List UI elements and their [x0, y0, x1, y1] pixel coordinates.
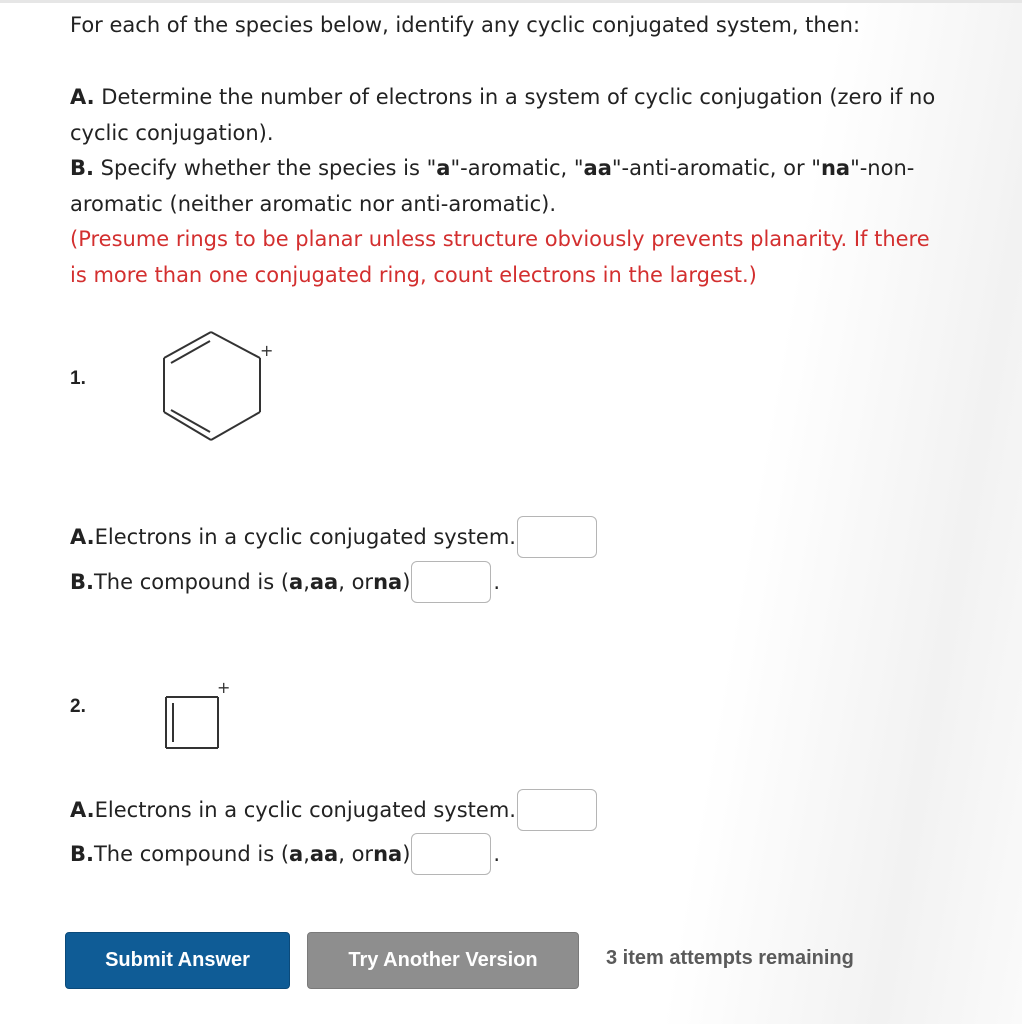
question-1-part-a — [70, 516, 597, 558]
separator: , — [303, 570, 310, 594]
part-b-label: B. — [70, 570, 94, 594]
instruction-b-text: "-anti-aromatic, or " — [611, 156, 821, 180]
bond — [211, 412, 260, 440]
question-2-part-a — [70, 789, 597, 831]
submit-answer-button[interactable]: Submit Answer — [65, 932, 290, 989]
part-a-prompt: Electrons in a cyclic conjugated system. — [94, 798, 516, 822]
option-na: na — [373, 842, 403, 866]
instructions — [70, 80, 940, 293]
question-2-electrons-input[interactable] — [517, 789, 597, 831]
top-divider — [0, 0, 1022, 3]
period: . — [493, 842, 501, 866]
positive-charge: + — [260, 341, 274, 360]
instruction-b — [70, 151, 940, 222]
planarity-note: (Presume rings to be planar unless structure obviously prevents planarity. If there is more than one conjugated ring, count electrons in the largest.) — [70, 227, 930, 287]
instruction-b-text: "-aromatic, " — [450, 156, 584, 180]
ring-bonds — [164, 332, 260, 440]
question-2-part-b — [70, 833, 500, 875]
cyclobutenyl-cation-structure — [158, 675, 238, 755]
option-a-term: a — [436, 156, 451, 180]
try-another-version-button[interactable]: Try Another Version — [307, 932, 579, 989]
part-b-label: B. — [70, 842, 94, 866]
separator: , or — [338, 570, 374, 594]
option-na-term: na — [820, 156, 851, 180]
part-a-label: A. — [70, 525, 95, 549]
option-a: a — [289, 842, 304, 866]
cyclohexadienyl-cation-structure — [150, 330, 290, 445]
instruction-a — [70, 80, 940, 151]
question-1-aromaticity-input[interactable] — [411, 561, 491, 603]
instruction-a-label: A. — [70, 85, 95, 109]
separator: , — [303, 842, 310, 866]
instruction-a-text: Determine the number of electrons in a system of cyclic conjugation (zero if no cyclic conjugation). — [70, 85, 936, 145]
option-aa: aa — [309, 570, 339, 594]
question-1-number: 1. — [70, 368, 86, 389]
instruction-b-label: B. — [70, 156, 94, 180]
ring-bonds — [166, 697, 218, 748]
instruction-b-text: "-non-aromatic (neither aromatic nor anti-aromatic). — [70, 156, 915, 216]
positive-charge: + — [217, 678, 231, 697]
question-2-number: 2. — [70, 696, 86, 717]
close-paren: ) — [402, 570, 411, 594]
option-a: a — [289, 570, 304, 594]
part-b-prompt: The compound is ( — [93, 570, 290, 594]
question-2-aromaticity-input[interactable] — [411, 833, 491, 875]
question-1-electrons-input[interactable] — [517, 516, 597, 558]
period: . — [493, 570, 501, 594]
option-na: na — [373, 570, 403, 594]
part-a-prompt: Electrons in a cyclic conjugated system. — [94, 525, 516, 549]
part-b-prompt: The compound is ( — [93, 842, 290, 866]
intro-text: For each of the species below, identify any cyclic conjugated system, then: — [70, 13, 861, 37]
instruction-b-text: Specify whether the species is " — [93, 156, 437, 180]
part-a-label: A. — [70, 798, 95, 822]
option-aa: aa — [309, 842, 339, 866]
question-1-part-b — [70, 561, 500, 603]
option-aa-term: aa — [583, 156, 612, 180]
separator: , or — [338, 842, 374, 866]
attempts-remaining: 3 item attempts remaining — [606, 947, 854, 969]
bond — [164, 412, 211, 440]
bond — [211, 332, 260, 358]
close-paren: ) — [402, 842, 411, 866]
